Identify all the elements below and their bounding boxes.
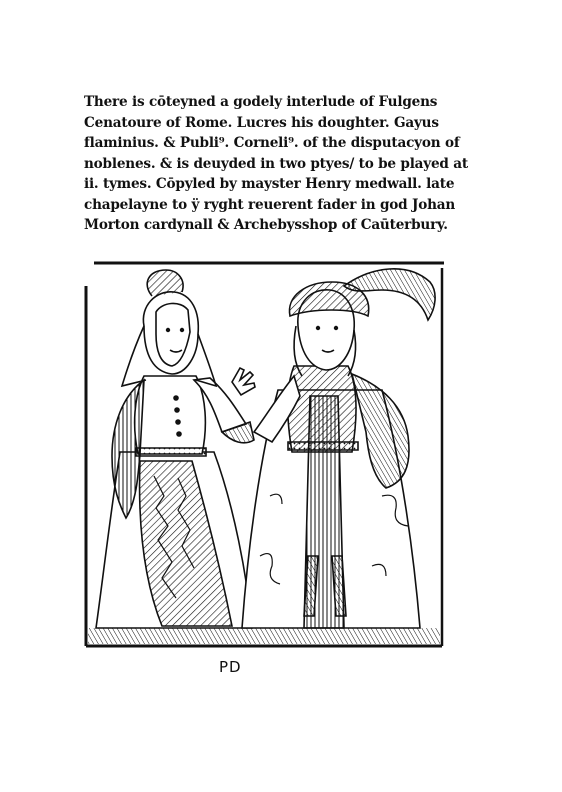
title-line-6: chapelayne to ÿ ryght reuerent fader in god Johan xyxy=(84,196,456,213)
title-line-1: There is cōteyned a godely interlude of Fulgens xyxy=(84,94,438,110)
title-line-2: Cenatoure of Rome. Lucres his doughter. Gayus xyxy=(84,114,439,131)
woodcut-illustration xyxy=(82,256,446,650)
title-line-4: noblenes. & is deuyded in two ptyes/ to be played at xyxy=(84,155,468,172)
title-line-5: ii. tymes. Cōpyled by mayster Henry medwall. late xyxy=(84,176,455,192)
woman-figure xyxy=(96,270,255,628)
title-line-3: flaminius. & Publi⁹. Corneli⁹. of the disputacyon of xyxy=(84,135,460,151)
man-figure xyxy=(242,269,435,628)
title-line-7: Morton cardynall & Archebysshop of Caūterbury. xyxy=(84,217,448,233)
title-text xyxy=(84,92,476,236)
pd-mark: PD xyxy=(219,658,242,676)
